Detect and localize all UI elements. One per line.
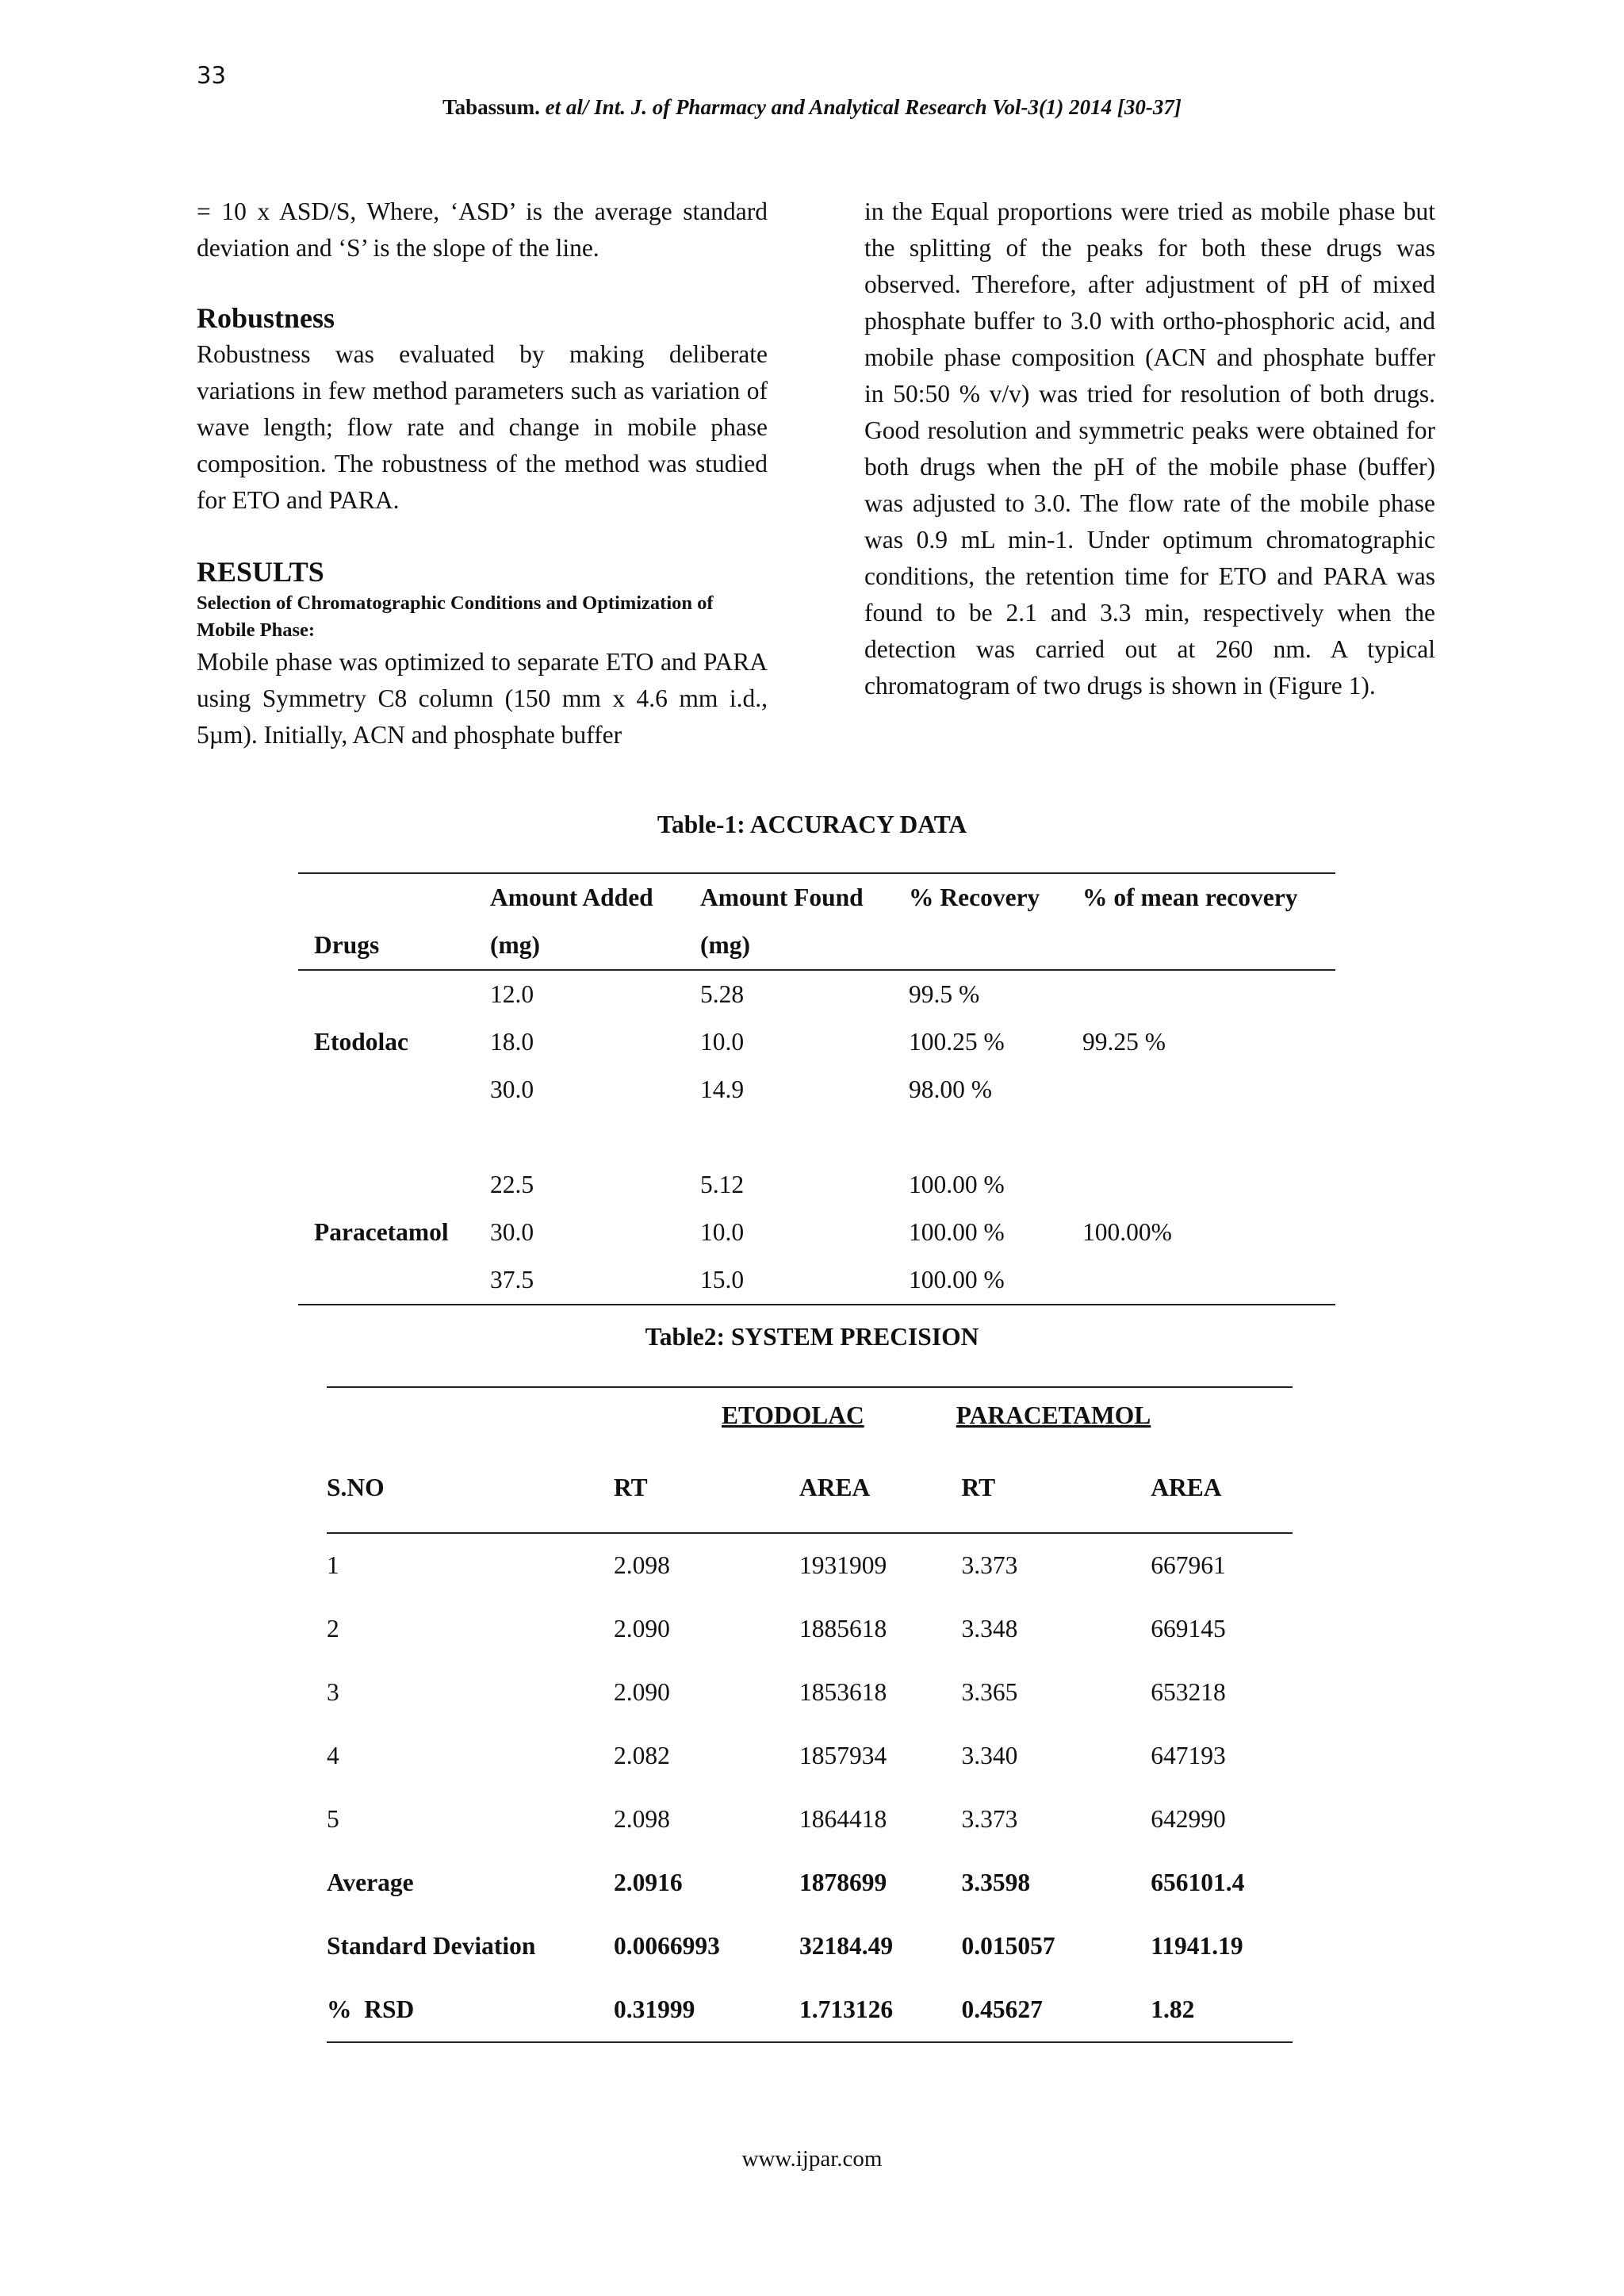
header-sno: S.NO [327, 1443, 614, 1533]
header-recovery: % Recovery [909, 884, 1040, 911]
intro-paragraph: = 10 x ASD/S, Where, ‘ASD’ is the average standard deviation and ‘S’ is the slope of the line. [197, 197, 768, 262]
cell-rt-para: 3.348 [961, 1615, 1018, 1642]
cell-area-para: 642990 [1151, 1805, 1226, 1833]
header-mean-recovery: % of mean recovery [1082, 884, 1298, 911]
summary-row-average [327, 1851, 1293, 1915]
cell-area-para: 653218 [1151, 1678, 1226, 1706]
cell-mean-recovery: 100.00% [1082, 1218, 1172, 1246]
right-paragraph: in the Equal proportions were tried as mobile phase but the splitting of the peaks for both these drugs was observed. Therefore, after adjustment of pH of mixed phosphate buffer to 3.0 with ortho-phosphoric acid, and mobile phase composition (ACN and phosphate buffer in 50:50 % v/v) was tried for resolution of both drugs. Good resolution and symmetric peaks were obtained for both drugs when the pH of the mobile phase (buffer) was adjusted to 3.0. The flow rate of the mobile phase was 0.9 mL min-1. Under optimum chromatographic conditions, the retention time for ETO and PARA was found to be 2.1 and 3.3 min, respectively when the detection was carried out at 260 nm. A typical chromatogram of two drugs is shown in (Figure 1). [864, 197, 1435, 700]
cell-recovery: 100.25 % [909, 1028, 1005, 1056]
cell-rt-eto: 2.082 [614, 1742, 670, 1769]
summary-row-rsd [327, 1978, 1293, 2042]
header-found-unit: (mg) [684, 922, 893, 970]
cell-rt-para: 3.373 [961, 1805, 1018, 1833]
header-amount-found: Amount Found [700, 884, 864, 911]
accuracy-table [298, 872, 1335, 1305]
cell-added: 22.5 [490, 1171, 534, 1198]
cell-rt-eto: 2.0916 [614, 1869, 683, 1896]
cell-rt-para: 3.365 [961, 1678, 1018, 1706]
cell-drug-paracetamol: Paracetamol [314, 1218, 449, 1246]
cell-recovery: 100.00 % [909, 1266, 1005, 1294]
table-row [327, 1597, 1293, 1661]
cell-area-para: 669145 [1151, 1615, 1226, 1642]
table-row [327, 1724, 1293, 1788]
cell-label: % RSD [327, 1995, 415, 2023]
results-heading: RESULTS [197, 556, 324, 588]
table-header-row [327, 1443, 1293, 1533]
cell-label: Standard Deviation [327, 1932, 536, 1960]
header-rt-eto: RT [614, 1443, 799, 1533]
right-column [864, 194, 1435, 704]
cell-mean-recovery: 99.25 % [1082, 1028, 1166, 1056]
cell-sno: 2 [327, 1615, 339, 1642]
cell-rt-para: 0.45627 [961, 1995, 1043, 2023]
header-authors: Tabassum. [442, 95, 540, 119]
cell-area-eto: 1.713126 [799, 1995, 894, 2023]
cell-added: 30.0 [490, 1218, 534, 1246]
header-journal: / Int. J. of Pharmacy and Analytical Research Vol-3(1) 2014 [30-37] [582, 95, 1182, 119]
cell-added: 12.0 [490, 980, 534, 1008]
header-drugs: Drugs [298, 922, 474, 970]
running-header [0, 95, 1624, 120]
precision-table [327, 1386, 1293, 2043]
left-column [197, 194, 768, 753]
results-subheading: Selection of Chromatographic Conditions and Optimization of Mobile Phase: [197, 592, 714, 641]
cell-area-para: 11941.19 [1151, 1932, 1243, 1960]
table-row [298, 1256, 1335, 1305]
table-header-row [298, 922, 1335, 970]
group-etodolac: ETODOLAC [722, 1401, 864, 1429]
cell-rt-eto: 2.098 [614, 1805, 670, 1833]
cell-sno: 4 [327, 1742, 339, 1769]
cell-found: 10.0 [700, 1028, 745, 1056]
table-row [298, 1066, 1335, 1114]
cell-rt-eto: 0.31999 [614, 1995, 695, 2023]
cell-drug-etodolac: Etodolac [314, 1028, 409, 1056]
cell-found: 10.0 [700, 1218, 745, 1246]
cell-area-eto: 1864418 [799, 1805, 887, 1833]
group-header-row [327, 1387, 1293, 1443]
cell-recovery: 100.00 % [909, 1218, 1005, 1246]
cell-area-para: 656101.4 [1151, 1869, 1245, 1896]
cell-area-eto: 1878699 [799, 1869, 887, 1896]
cell-sno: 3 [327, 1678, 339, 1706]
header-added-unit: (mg) [474, 922, 684, 970]
results-paragraph: Mobile phase was optimized to separate ETO and PARA using Symmetry C8 column (150 mm x 4.6 mm i.d., 5µm). Initially, ACN and phosphate buffer [197, 648, 768, 749]
cell-area-eto: 1931909 [799, 1551, 887, 1579]
cell-area-eto: 1853618 [799, 1678, 887, 1706]
table-row [298, 970, 1335, 1018]
cell-found: 14.9 [700, 1075, 745, 1103]
cell-rt-eto: 0.0066993 [614, 1932, 720, 1960]
cell-rt-para: 3.3598 [961, 1869, 1031, 1896]
header-area-eto: AREA [799, 1443, 961, 1533]
cell-label: Average [327, 1869, 414, 1896]
cell-rt-para: 0.015057 [961, 1932, 1055, 1960]
table-row [298, 1161, 1335, 1209]
cell-found: 5.12 [700, 1171, 745, 1198]
cell-area-para: 667961 [1151, 1551, 1226, 1579]
table-row [327, 1788, 1293, 1851]
cell-sno: 5 [327, 1805, 339, 1833]
group-paracetamol: PARACETAMOL [956, 1401, 1151, 1429]
spacer-row [298, 1114, 1335, 1161]
cell-area-para: 647193 [1151, 1742, 1226, 1769]
header-amount-added: Amount Added [490, 884, 653, 911]
header-etal: et al [545, 95, 583, 119]
cell-area-para: 1.82 [1151, 1995, 1195, 2023]
cell-sno: 1 [327, 1551, 339, 1579]
table-row [298, 1018, 1335, 1066]
header-area-para: AREA [1151, 1443, 1293, 1533]
table-row [327, 1661, 1293, 1724]
accuracy-table-title: Table-1: ACCURACY DATA [657, 811, 967, 838]
table-row [298, 1209, 1335, 1256]
page-number: 33 [197, 62, 226, 89]
summary-row-sd [327, 1915, 1293, 1978]
cell-rt-eto: 2.090 [614, 1615, 670, 1642]
cell-recovery: 99.5 % [909, 980, 980, 1008]
robustness-heading: Robustness [197, 302, 335, 334]
cell-area-eto: 1885618 [799, 1615, 887, 1642]
footer-url: www.ijpar.com [741, 2146, 883, 2171]
cell-area-eto: 1857934 [799, 1742, 887, 1769]
header-rt-para: RT [961, 1443, 1151, 1533]
cell-rt-para: 3.373 [961, 1551, 1018, 1579]
cell-rt-para: 3.340 [961, 1742, 1018, 1769]
cell-added: 18.0 [490, 1028, 534, 1056]
cell-added: 30.0 [490, 1075, 534, 1103]
precision-table-title: Table2: SYSTEM PRECISION [645, 1323, 979, 1351]
robustness-paragraph: Robustness was evaluated by making deliberate variations in few method parameters such as variation of wave length; flow rate and change in mobile phase composition. The robustness of the method was studied for ETO and PARA. [197, 340, 768, 514]
cell-recovery: 98.00 % [909, 1075, 992, 1103]
table-header-row [298, 873, 1335, 922]
cell-recovery: 100.00 % [909, 1171, 1005, 1198]
cell-found: 5.28 [700, 980, 745, 1008]
cell-rt-eto: 2.098 [614, 1551, 670, 1579]
cell-added: 37.5 [490, 1266, 534, 1294]
cell-area-eto: 32184.49 [799, 1932, 894, 1960]
cell-rt-eto: 2.090 [614, 1678, 670, 1706]
table-row [327, 1533, 1293, 1597]
cell-found: 15.0 [700, 1266, 745, 1294]
